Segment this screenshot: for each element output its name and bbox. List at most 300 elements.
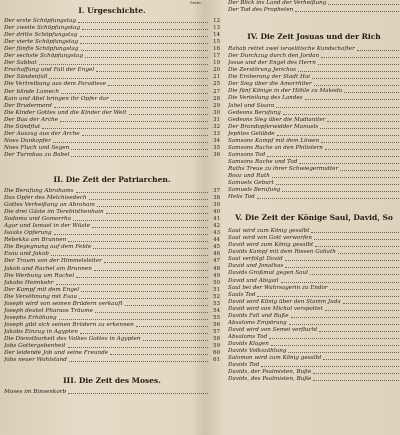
dot-leader: [321, 142, 399, 143]
dot-leader: [71, 149, 208, 150]
dot-leader: [108, 85, 208, 86]
toc-entry-title: Samsons Rache und Tod: [228, 158, 298, 165]
dot-leader: [288, 352, 399, 353]
toc-entry: [228, 67, 400, 74]
toc-entry-title: Josephs Erhöhung: [4, 314, 57, 321]
toc-entry: [228, 362, 400, 369]
toc-entry: [4, 315, 220, 322]
dot-leader: [299, 163, 399, 164]
toc-entry-title: Saul verfolgt David: [228, 256, 283, 263]
toc-entry: [228, 285, 400, 292]
toc-entry: [228, 60, 400, 67]
dot-leader: [328, 4, 399, 5]
toc-entry-title: Noes Fluch und Segen: [4, 144, 70, 151]
toc-entry-title: Rahab rettet zwei israelitische Kundschafter: [228, 46, 355, 53]
dot-leader: [69, 361, 208, 362]
toc-entry: [228, 256, 400, 263]
toc-entry-title: Saul wird von Gott verworfen: [228, 235, 312, 242]
toc-entry: [4, 230, 220, 237]
toc-entry-title: David wird von Michol verspottet: [228, 305, 323, 312]
toc-entry: [228, 320, 400, 327]
toc-entry: [228, 53, 400, 60]
dot-leader: [285, 260, 399, 261]
toc-entry-title: Die Dienstbarkeit des Volkes Gottes in Ägypten: [4, 335, 141, 342]
toc-entry: [228, 341, 400, 348]
toc-entry: [4, 88, 220, 95]
toc-entry-title: Die Versöhnung mit Esau: [4, 293, 78, 300]
toc-entry: [228, 348, 400, 355]
toc-entry: [228, 145, 400, 152]
toc-entry: [228, 187, 400, 194]
toc-entry-page: 40: [213, 209, 220, 216]
toc-entry-title: Der zweite Schöpfungstag: [4, 25, 81, 32]
toc-entry: [4, 389, 220, 396]
dot-leader: [325, 149, 399, 150]
toc-entry-title: Samuels Geburt: [228, 180, 274, 187]
toc-entry-page: 17: [213, 53, 220, 60]
toc-entry-page: 36: [213, 151, 220, 158]
toc-entry-page: 50: [213, 279, 220, 286]
toc-entry: [4, 103, 220, 110]
toc-entry: [228, 102, 400, 109]
toc-entry: [4, 294, 220, 301]
toc-entry-title: Der Brandopferwidder Manuels: [228, 123, 319, 130]
toc-entry-page: 27: [213, 88, 220, 95]
dot-leader: [125, 305, 208, 306]
toc-entry-title: Der Auszug aus der Arche: [4, 130, 80, 137]
dot-leader: [81, 291, 208, 292]
toc-entry: [4, 74, 220, 81]
toc-entry-title: David wird zum König gesalbt: [228, 242, 314, 249]
dot-leader: [314, 85, 399, 86]
toc-entry-page: 14: [213, 32, 220, 39]
dot-leader: [82, 29, 208, 30]
toc-entry-title: Die Berufung Abrahams: [4, 187, 74, 194]
dot-leader: [305, 99, 399, 100]
dot-leader: [289, 324, 399, 325]
toc-entry-title: Booz und Ruth: [228, 172, 270, 179]
toc-entry-title: Davids, der Psalmisten, Buße: [228, 369, 312, 376]
toc-entry-title: Absaloms Tod: [228, 333, 268, 340]
dot-leader: [344, 92, 399, 93]
toc-entry: [228, 299, 400, 306]
toc-entry-title: Der Tod des Propheten: [228, 7, 294, 14]
toc-entry: [228, 166, 400, 173]
toc-entry: [228, 313, 400, 320]
toc-entry-page: 57: [213, 328, 220, 335]
dot-leader: [104, 262, 208, 263]
dot-leader: [59, 319, 208, 320]
toc-entry-page: 20: [213, 67, 220, 74]
toc-entry-title: Der Turmbau zu Babel: [4, 151, 70, 158]
toc-entry-title: David und Jonathas: [228, 263, 284, 270]
toc-entry-page: 53: [213, 300, 220, 307]
toc-entry-title: Das Opfer des Melchisedech: [4, 195, 87, 202]
toc-entry: [228, 242, 400, 249]
toc-entry: [228, 138, 400, 145]
toc-entry: [228, 277, 400, 284]
dot-leader: [54, 107, 208, 108]
section-heading: II. Die Zeit der Patriarchen.: [53, 174, 171, 184]
dot-leader: [82, 135, 208, 136]
toc-entry-title: Rebekka am Brunnen: [4, 237, 67, 244]
toc-entry-page: 35: [213, 144, 220, 151]
toc-entry: [4, 202, 220, 209]
toc-entry: [4, 280, 220, 287]
toc-entry: [228, 235, 400, 242]
toc-entry: [4, 357, 220, 364]
toc-entry: [228, 46, 400, 53]
toc-entry-title: Josue und der Engel des Herrn: [228, 60, 316, 67]
dot-leader: [95, 312, 208, 313]
dot-leader: [71, 156, 208, 157]
toc-entry-title: Samsons Tod: [228, 151, 266, 158]
toc-entry-title: Die Verteilung des Landes: [228, 95, 303, 102]
dot-leader: [53, 142, 208, 143]
toc-entry: [228, 152, 400, 159]
toc-entry-page: 58: [213, 335, 220, 342]
toc-entry-title: Sodoma und Gomorrha: [4, 216, 72, 223]
toc-entry-title: Der Bau der Arche: [4, 116, 59, 123]
toc-entry: [4, 117, 220, 124]
toc-entry: [228, 334, 400, 341]
dot-leader: [311, 232, 399, 233]
toc-entry: [228, 355, 400, 362]
dot-leader: [320, 128, 399, 129]
toc-entry-title: Absaloms Empörung: [228, 319, 287, 326]
toc-entry: [228, 117, 400, 124]
toc-entry: [4, 336, 220, 343]
toc-entry-title: Davids Volkszählung: [228, 347, 287, 354]
toc-entry-title: Joseph wird von seinen Brüdern verkauft: [4, 300, 123, 307]
dot-leader: [340, 170, 399, 171]
toc-entry-page: 49: [213, 272, 220, 279]
dot-leader: [60, 121, 208, 122]
toc-entry: [4, 209, 220, 216]
toc-entry: [4, 138, 220, 145]
toc-entry-page: 42: [213, 223, 220, 230]
dot-leader: [277, 135, 399, 136]
dot-leader: [272, 177, 399, 178]
toc-entry: [228, 7, 400, 14]
toc-entry: [4, 244, 220, 251]
toc-entry-title: Die Zerstörung Jerichos: [228, 67, 296, 74]
dot-leader: [327, 121, 399, 122]
toc-entry-page: 32: [213, 123, 220, 130]
toc-entry: [228, 88, 400, 95]
toc-entry-title: Davids Tod: [228, 362, 260, 369]
section-heading: IV. Die Zeit Josuas und der Rich: [247, 32, 381, 42]
dot-leader: [49, 78, 208, 79]
dot-leader: [93, 248, 208, 249]
toc-entry-page: 60: [213, 350, 220, 357]
toc-entry-title: Der fünfte Schöpfungstag: [4, 46, 79, 53]
dot-leader: [54, 234, 208, 235]
dot-leader: [261, 366, 399, 367]
dot-leader: [338, 253, 399, 254]
toc-entry-title: Esau und Jakob: [4, 251, 49, 258]
toc-entry-title: Der Sabbat: [4, 60, 37, 67]
toc-entry: [4, 145, 220, 152]
toc-entry-title: Gottes Verheißung an Abraham: [4, 202, 95, 209]
toc-entry: [4, 273, 220, 280]
dot-leader: [76, 277, 208, 278]
dot-leader: [143, 340, 208, 341]
left-sections: [4, 0, 220, 396]
dot-leader: [89, 199, 208, 200]
toc-entry-title: Jakobs Heimkehr: [4, 279, 54, 286]
toc-entry-page: 33: [213, 130, 220, 137]
dot-leader: [80, 43, 208, 44]
left-column: [4, 0, 220, 396]
toc-entry-title: Joseph gibt sich seinen Brüdern zu erkennen: [4, 321, 134, 328]
toc-entry: [4, 216, 220, 223]
toc-entry: [228, 194, 400, 201]
toc-entry-title: David wird König über den Stamm Juda: [228, 298, 341, 305]
toc-entry-title: Der erste Schöpfungstag: [4, 18, 77, 25]
toc-entry-title: Die Vertreibung aus dem Paradiese: [4, 81, 106, 88]
toc-entry: [4, 287, 220, 294]
toc-entry-title: Der Kampf mit dem Engel: [4, 286, 80, 293]
toc-entry: [228, 263, 400, 270]
right-column: [228, 0, 400, 383]
toc-entry: [228, 180, 400, 187]
toc-entry-title: Der Traum von der Himmelsleiter: [4, 258, 102, 265]
dot-leader: [68, 347, 208, 348]
toc-entry: [228, 173, 400, 180]
dot-leader: [111, 100, 208, 101]
toc-entry-title: Erschaffung und Fall der Engel: [4, 67, 95, 74]
dot-leader: [97, 206, 208, 207]
toc-entry-page: 51: [213, 286, 220, 293]
dot-leader: [298, 71, 399, 72]
dot-leader: [81, 50, 208, 51]
toc-entry: [4, 188, 220, 195]
toc-entry-title: Der Brudermord: [4, 102, 52, 109]
dot-leader: [357, 50, 399, 51]
toc-entry-title: Der Sieg über die Amorrhiter: [228, 81, 312, 88]
toc-entry-title: Moses im Binsenkorb: [4, 389, 67, 396]
toc-entry-page: 59: [213, 343, 220, 350]
dot-leader: [94, 270, 208, 271]
toc-entry: [4, 131, 220, 138]
toc-entry-title: Samsons Kampf mit dem Löwen: [228, 137, 320, 144]
toc-entry-title: Sauls Tod: [228, 291, 256, 298]
dot-leader: [80, 333, 208, 334]
toc-entry: [4, 223, 220, 230]
toc-entry-title: Jephtes Gelübde: [228, 130, 275, 137]
dot-leader: [318, 64, 399, 65]
dot-leader: [39, 64, 208, 65]
toc-entry: [228, 306, 400, 313]
toc-entry-title: Davids Großmut gegen Saul: [228, 270, 308, 277]
dot-leader: [283, 114, 399, 115]
toc-entry-page: 39: [213, 202, 220, 209]
dot-leader: [295, 11, 399, 12]
toc-entry-title: Gedeons Berufung: [228, 109, 281, 116]
toc-entry-title: Die Werbung um Rachel: [4, 272, 75, 279]
toc-entry: [228, 81, 400, 88]
toc-entry: [228, 124, 400, 131]
dot-leader: [51, 255, 208, 256]
toc-entry-title: Saul bei der Wahrsagerin zu Endor: [228, 284, 328, 291]
dot-leader: [281, 282, 399, 283]
toc-entry: [228, 159, 400, 166]
toc-entry: [4, 301, 220, 308]
toc-entry-page: 46: [213, 251, 220, 258]
toc-entry-page: 44: [213, 237, 220, 244]
dot-leader: [325, 310, 399, 311]
toc-entry-page: 41: [213, 216, 220, 223]
dot-leader: [282, 191, 399, 192]
toc-entry-page: 55: [213, 314, 220, 321]
toc-entry: [4, 67, 220, 74]
toc-entry: [4, 18, 220, 25]
dot-leader: [106, 213, 208, 214]
toc-entry-title: Noes Dankopfer: [4, 137, 51, 144]
toc-entry-page: 29: [213, 102, 220, 109]
dot-leader: [313, 380, 399, 381]
dot-leader: [129, 114, 208, 115]
toc-entry-title: Agar und Ismael in der Wüste: [4, 223, 91, 230]
toc-entry-title: Die drei Gäste im Terebinthenhain: [4, 209, 104, 216]
toc-entry: [228, 74, 400, 81]
dot-leader: [291, 317, 399, 318]
dot-leader: [92, 227, 208, 228]
toc-entry-title: Der leidende Job und seine Freunde: [4, 350, 109, 357]
dot-leader: [276, 107, 399, 108]
toc-entry-title: David und Abigail: [228, 277, 279, 284]
toc-entry: [4, 124, 220, 131]
toc-entry: [228, 249, 400, 256]
toc-entry-title: Helis Tod: [228, 194, 255, 201]
dot-leader: [315, 246, 399, 247]
toc-entry-page: 48: [213, 265, 220, 272]
dot-leader: [80, 36, 209, 37]
toc-entry-title: Jobs Gottergebenheit: [4, 343, 66, 350]
toc-entry-title: Jahel und Sisara: [228, 102, 275, 109]
dot-leader: [68, 393, 208, 394]
dot-leader: [136, 326, 208, 327]
toc-entry-page: 30: [213, 109, 220, 116]
dot-leader: [319, 331, 399, 332]
toc-entry-page: 31: [213, 116, 220, 123]
dot-leader: [73, 220, 208, 221]
dot-leader: [330, 289, 399, 290]
toc-entry-title: Isaaks Opferung: [4, 230, 52, 237]
toc-entry-title: Davids Fall und Buße: [228, 312, 289, 319]
toc-entry: [4, 53, 220, 60]
toc-entry-title: Die Kinder Gottes und die Kinder der Welt: [4, 109, 127, 116]
toc-entry: [228, 327, 400, 334]
dot-leader: [68, 241, 208, 242]
toc-entry: [228, 131, 400, 138]
toc-entry: [4, 329, 220, 336]
toc-entry: [4, 350, 220, 357]
toc-entry-page: 52: [213, 293, 220, 300]
toc-entry: [228, 95, 400, 102]
page-number-header: Seite: [190, 0, 201, 5]
toc-entry-title: Die Eroberung der Stadt Hai: [228, 74, 310, 81]
toc-entry: [228, 110, 400, 117]
toc-entry-title: Die fünf Könige in der Höhle zu Makeda: [228, 88, 343, 95]
toc-entry-page: 54: [213, 307, 220, 314]
dot-leader: [271, 345, 399, 346]
dot-leader: [61, 93, 208, 94]
dot-leader: [312, 78, 399, 79]
toc-entry-page: 34: [213, 137, 220, 144]
toc-entry: [4, 110, 220, 117]
toc-entry-title: Salomon wird zum König gesalbt: [228, 355, 322, 362]
toc-entry: [4, 60, 220, 67]
dot-leader: [267, 156, 399, 157]
toc-entry: [228, 292, 400, 299]
toc-entry: [4, 46, 220, 53]
toc-entry: [4, 81, 220, 88]
toc-entry: [4, 251, 220, 258]
toc-entry-title: Davids Kampf mit dem Riesen Goliath: [228, 249, 336, 256]
toc-entry-page: 38: [213, 195, 220, 202]
toc-entry-title: Davids, des Psalmisten, Buße: [228, 376, 312, 383]
dot-leader: [76, 192, 208, 193]
toc-entry: [4, 322, 220, 329]
toc-entry: [4, 237, 220, 244]
toc-entry: [228, 369, 400, 376]
toc-entry-page: 15: [213, 39, 220, 46]
toc-entry-title: Die Begegnung auf dem Felde: [4, 244, 92, 251]
dot-leader: [310, 274, 399, 275]
toc-entry-title: Der sechste Schöpfungstag: [4, 53, 84, 60]
toc-entry-page: 56: [213, 321, 220, 328]
toc-entry-page: 21: [213, 74, 220, 81]
toc-entry-page: 12: [213, 18, 220, 25]
dot-leader: [42, 128, 208, 129]
toc-entry-title: Gedeons Sieg über die Madianiter: [228, 116, 326, 123]
toc-entry: [4, 96, 220, 103]
toc-entry-title: Der blinde Lamech: [4, 88, 59, 95]
toc-entry-page: 43: [213, 230, 220, 237]
toc-entry: [4, 39, 220, 46]
toc-entry-title: Joseph deutet Pharaos Träume: [4, 307, 93, 314]
dot-leader: [56, 284, 208, 285]
toc-entry-title: Davids Klagen: [228, 340, 269, 347]
toc-entry-page: 28: [213, 95, 220, 102]
toc-entry-title: Samsons Rache an den Philistern: [228, 144, 323, 151]
toc-entry-title: Der Sündenfall: [4, 74, 48, 81]
dot-leader: [321, 57, 399, 58]
toc-entry: [228, 270, 400, 277]
toc-entry-page: 47: [213, 258, 220, 265]
section-heading: III. Die Zeit des Moses.: [63, 376, 161, 386]
toc-entry: [228, 228, 400, 235]
dot-leader: [257, 296, 399, 297]
toc-entry-title: Ruths Treue zu ihrer Schwiegermutter: [228, 165, 339, 172]
toc-entry: [4, 308, 220, 315]
toc-entry-page: 13: [213, 25, 220, 32]
dot-leader: [276, 184, 399, 185]
toc-entry: [228, 0, 400, 7]
toc-entry-title: Die Sündflut: [4, 123, 41, 130]
toc-entry-title: Der vierte Schöpfungstag: [4, 39, 79, 46]
toc-entry-title: Jakobs Einzug in Ägypten: [4, 328, 78, 335]
dot-leader: [257, 198, 399, 199]
toc-entry: [4, 265, 220, 272]
toc-entry-page: 16: [213, 46, 220, 53]
toc-entry-page: 45: [213, 244, 220, 251]
dot-leader: [314, 239, 399, 240]
dot-leader: [313, 373, 399, 374]
toc-entry-title: Saul wird zum König gesalbt: [228, 228, 310, 235]
